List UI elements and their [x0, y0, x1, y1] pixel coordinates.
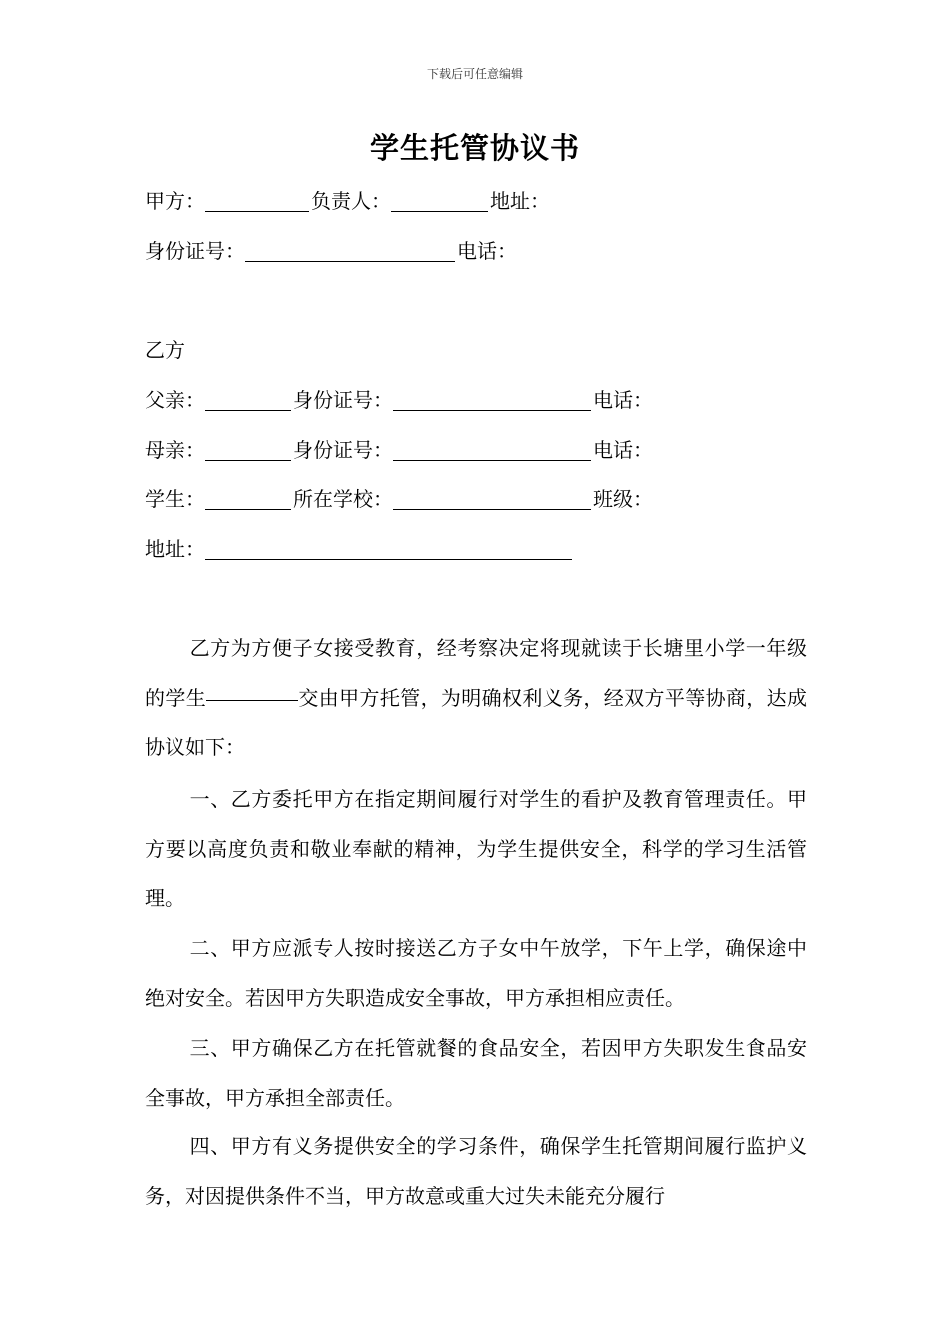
- school-label: 所在学校：: [293, 487, 393, 511]
- party-a-id-field: [245, 235, 455, 262]
- party-b-address-field: [205, 533, 572, 560]
- father-id-field: [393, 384, 591, 411]
- mother-id-label: 身份证号：: [293, 438, 393, 462]
- party-b-heading: [145, 334, 185, 366]
- party-a-address-label: 地址：: [490, 189, 550, 213]
- father-phone-label: 电话：: [593, 388, 653, 412]
- clause-4: [145, 1122, 807, 1221]
- party-b-heading-text: 乙方: [145, 338, 185, 362]
- party-a-id-label: 身份证号：: [145, 239, 245, 263]
- manager-field: [391, 185, 488, 212]
- clause-1-text: 一、乙方委托甲方在指定期间履行对学生的看护及教育管理责任。甲方要以高度负责和敬业奉献的精神，为学生提供安全，科学的学习生活管理。: [145, 787, 807, 910]
- mother-label: 母亲：: [145, 438, 205, 462]
- mother-phone-label: 电话：: [593, 438, 653, 462]
- party-a-label: 甲方：: [145, 189, 205, 213]
- mother-id-field: [393, 434, 591, 461]
- clause-2-text: 二、甲方应派专人按时接送乙方子女中午放学，下午上学，确保途中绝对安全。若因甲方失职造成安全事故，甲方承担相应责任。: [145, 936, 807, 1010]
- mother-name-field: [205, 434, 291, 461]
- party-b-address-row: [145, 533, 574, 565]
- document-title: 学生托管协议书: [369, 131, 580, 165]
- intro-paragraph: [145, 624, 807, 773]
- class-label: 班级：: [593, 487, 653, 511]
- student-name-field: [205, 483, 291, 510]
- intro-text-part2: 交由甲方托管，为明确权利义务，经双方平等协商，达成协议如下：: [145, 685, 808, 759]
- clause-3-text: 三、甲方确保乙方在托管就餐的食品安全，若因甲方失职发生食品安全事故，甲方承担全部责任。: [145, 1036, 807, 1110]
- header-note: 下载后可任意编辑: [426, 67, 523, 81]
- clause-4-text: 四、甲方有义务提供安全的学习条件，确保学生托管期间履行监护义务，对因提供条件不当，甲方故意或重大过失未能充分履行: [145, 1134, 807, 1208]
- father-label: 父亲：: [145, 388, 205, 412]
- father-name-field: [205, 384, 291, 411]
- clause-3: [145, 1024, 807, 1123]
- student-label: 学生：: [145, 487, 205, 511]
- party-a-phone-label: 电话：: [457, 239, 517, 263]
- clause-1: [145, 775, 807, 924]
- student-name-inline-field: [206, 674, 298, 701]
- father-id-label: 身份证号：: [293, 388, 393, 412]
- mother-row: [145, 434, 653, 466]
- party-a-name-field: [205, 185, 309, 212]
- party-a-row: [145, 185, 550, 217]
- intro-text-part1: 乙方为方便子女接受教育，经考察决定将现就读于长塘里小学一年级的学生: [145, 636, 807, 710]
- student-row: [145, 483, 653, 515]
- party-b-address-label: 地址：: [145, 537, 205, 561]
- father-row: [145, 384, 653, 416]
- party-a-id-row: [145, 235, 517, 267]
- clause-2: [145, 924, 807, 1023]
- school-field: [393, 483, 591, 510]
- manager-label: 负责人：: [311, 189, 391, 213]
